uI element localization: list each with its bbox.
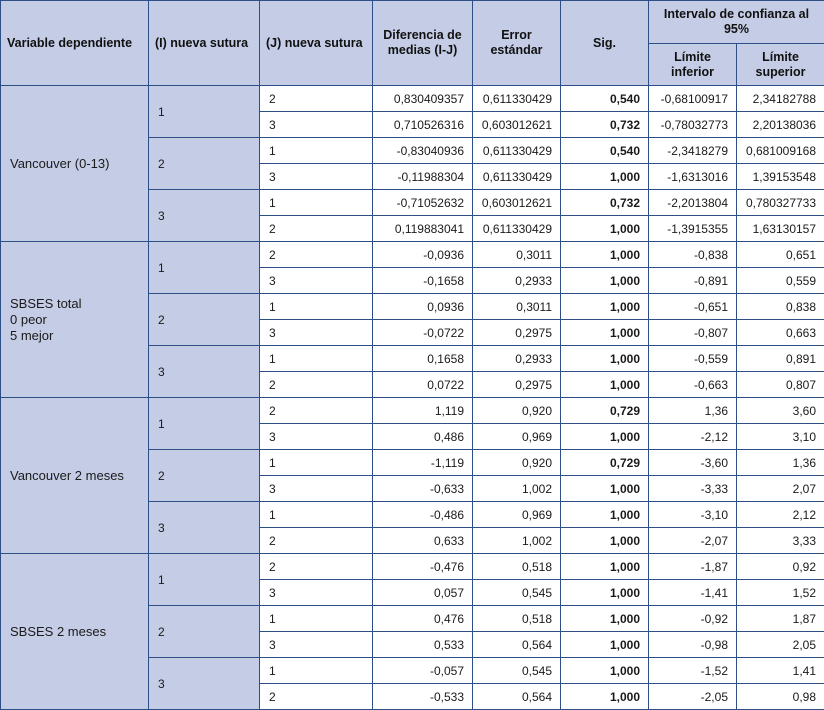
significance-cell: 0,729	[561, 450, 649, 476]
significance-cell: 0,732	[561, 112, 649, 138]
mean-difference-cell: -0,83040936	[373, 138, 473, 164]
mean-difference-cell: -1,119	[373, 450, 473, 476]
j-suture-cell: 3	[260, 632, 373, 658]
upper-limit-cell: 2,20138036	[737, 112, 824, 138]
standard-error-cell: 0,564	[473, 632, 561, 658]
standard-error-cell: 1,002	[473, 528, 561, 554]
mean-difference-cell: 0,119883041	[373, 216, 473, 242]
standard-error-cell: 1,002	[473, 476, 561, 502]
upper-limit-cell: 0,651	[737, 242, 824, 268]
mean-difference-cell: 0,830409357	[373, 86, 473, 112]
table-header	[1, 1, 824, 86]
upper-limit-cell: 1,41	[737, 658, 824, 684]
mean-difference-cell: -0,71052632	[373, 190, 473, 216]
significance-cell: 1,000	[561, 632, 649, 658]
standard-error-cell: 0,603012621	[473, 190, 561, 216]
i-suture-cell: 1	[149, 554, 260, 606]
j-suture-cell: 2	[260, 398, 373, 424]
header-j: (J) nueva sutura	[260, 1, 373, 86]
significance-cell: 1,000	[561, 242, 649, 268]
i-suture-cell: 1	[149, 398, 260, 450]
standard-error-cell: 0,2975	[473, 372, 561, 398]
dependent-variable-cell: Vancouver (0-13)	[1, 86, 149, 242]
standard-error-cell: 0,611330429	[473, 138, 561, 164]
i-suture-cell: 1	[149, 86, 260, 138]
mean-difference-cell: -0,533	[373, 684, 473, 710]
header-confidence-interval: Intervalo de confianza al 95%	[649, 1, 824, 44]
j-suture-cell: 3	[260, 268, 373, 294]
standard-error-cell: 0,545	[473, 658, 561, 684]
j-suture-cell: 3	[260, 424, 373, 450]
lower-limit-cell: -1,3915355	[649, 216, 737, 242]
mean-difference-cell: -0,0722	[373, 320, 473, 346]
j-suture-cell: 3	[260, 164, 373, 190]
j-suture-cell: 2	[260, 372, 373, 398]
mean-difference-cell: 0,0722	[373, 372, 473, 398]
upper-limit-cell: 2,05	[737, 632, 824, 658]
lower-limit-cell: -3,10	[649, 502, 737, 528]
j-suture-cell: 1	[260, 294, 373, 320]
upper-limit-cell: 2,12	[737, 502, 824, 528]
significance-cell: 1,000	[561, 554, 649, 580]
upper-limit-cell: 0,891	[737, 346, 824, 372]
lower-limit-cell: -2,07	[649, 528, 737, 554]
header-mean-difference: Diferencia de medias (I-J)	[373, 1, 473, 86]
upper-limit-cell: 0,663	[737, 320, 824, 346]
significance-cell: 1,000	[561, 476, 649, 502]
i-suture-cell: 3	[149, 658, 260, 710]
mean-difference-cell: 0,486	[373, 424, 473, 450]
upper-limit-cell: 1,63130157	[737, 216, 824, 242]
header-i: (I) nueva sutura	[149, 1, 260, 86]
table-row	[1, 398, 824, 424]
lower-limit-cell: -0,68100917	[649, 86, 737, 112]
j-suture-cell: 2	[260, 216, 373, 242]
standard-error-cell: 0,611330429	[473, 164, 561, 190]
mean-difference-cell: 0,057	[373, 580, 473, 606]
mean-difference-cell: 0,1658	[373, 346, 473, 372]
lower-limit-cell: -0,559	[649, 346, 737, 372]
lower-limit-cell: -2,3418279	[649, 138, 737, 164]
j-suture-cell: 2	[260, 242, 373, 268]
lower-limit-cell: -2,12	[649, 424, 737, 450]
j-suture-cell: 1	[260, 658, 373, 684]
j-suture-cell: 2	[260, 554, 373, 580]
standard-error-cell: 0,518	[473, 606, 561, 632]
mean-difference-cell: 0,533	[373, 632, 473, 658]
table-body	[1, 86, 824, 710]
lower-limit-cell: -3,33	[649, 476, 737, 502]
significance-cell: 1,000	[561, 164, 649, 190]
lower-limit-cell: -0,838	[649, 242, 737, 268]
dependent-variable-cell: Vancouver 2 meses	[1, 398, 149, 554]
i-suture-cell: 2	[149, 138, 260, 190]
j-suture-cell: 3	[260, 112, 373, 138]
significance-cell: 0,540	[561, 86, 649, 112]
standard-error-cell: 0,969	[473, 424, 561, 450]
significance-cell: 1,000	[561, 346, 649, 372]
mean-difference-cell: -0,633	[373, 476, 473, 502]
upper-limit-cell: 0,681009168	[737, 138, 824, 164]
significance-cell: 0,729	[561, 398, 649, 424]
standard-error-cell: 0,2975	[473, 320, 561, 346]
upper-limit-cell: 0,807	[737, 372, 824, 398]
lower-limit-cell: -0,78032773	[649, 112, 737, 138]
significance-cell: 1,000	[561, 424, 649, 450]
upper-limit-cell: 0,780327733	[737, 190, 824, 216]
standard-error-cell: 0,2933	[473, 346, 561, 372]
standard-error-cell: 0,920	[473, 398, 561, 424]
standard-error-cell: 0,611330429	[473, 86, 561, 112]
upper-limit-cell: 1,52	[737, 580, 824, 606]
lower-limit-cell: -0,891	[649, 268, 737, 294]
i-suture-cell: 2	[149, 606, 260, 658]
upper-limit-cell: 3,33	[737, 528, 824, 554]
significance-cell: 1,000	[561, 372, 649, 398]
mean-difference-cell: 1,119	[373, 398, 473, 424]
i-suture-cell: 2	[149, 450, 260, 502]
j-suture-cell: 2	[260, 86, 373, 112]
lower-limit-cell: -2,2013804	[649, 190, 737, 216]
mean-difference-cell: -0,486	[373, 502, 473, 528]
mean-difference-cell: -0,476	[373, 554, 473, 580]
significance-cell: 1,000	[561, 294, 649, 320]
j-suture-cell: 1	[260, 450, 373, 476]
mean-difference-cell: 0,710526316	[373, 112, 473, 138]
j-suture-cell: 1	[260, 190, 373, 216]
lower-limit-cell: -0,98	[649, 632, 737, 658]
j-suture-cell: 1	[260, 138, 373, 164]
standard-error-cell: 0,969	[473, 502, 561, 528]
table-row	[1, 86, 824, 112]
mean-difference-cell: -0,0936	[373, 242, 473, 268]
mean-difference-cell: 0,0936	[373, 294, 473, 320]
significance-cell: 1,000	[561, 268, 649, 294]
lower-limit-cell: -1,6313016	[649, 164, 737, 190]
lower-limit-cell: -0,651	[649, 294, 737, 320]
standard-error-cell: 0,545	[473, 580, 561, 606]
standard-error-cell: 0,518	[473, 554, 561, 580]
significance-cell: 0,732	[561, 190, 649, 216]
header-sig: Sig.	[561, 1, 649, 86]
significance-cell: 1,000	[561, 658, 649, 684]
upper-limit-cell: 0,98	[737, 684, 824, 710]
lower-limit-cell: -2,05	[649, 684, 737, 710]
lower-limit-cell: -0,663	[649, 372, 737, 398]
lower-limit-cell: -0,807	[649, 320, 737, 346]
upper-limit-cell: 3,10	[737, 424, 824, 450]
j-suture-cell: 2	[260, 684, 373, 710]
header-standard-error: Error estándar	[473, 1, 561, 86]
j-suture-cell: 2	[260, 528, 373, 554]
significance-cell: 1,000	[561, 606, 649, 632]
header-upper-limit: Límite superior	[737, 44, 824, 86]
lower-limit-cell: -1,41	[649, 580, 737, 606]
significance-cell: 1,000	[561, 580, 649, 606]
dependent-variable-cell: SBSES total 0 peor 5 mejor	[1, 242, 149, 398]
upper-limit-cell: 2,34182788	[737, 86, 824, 112]
j-suture-cell: 1	[260, 606, 373, 632]
significance-cell: 1,000	[561, 320, 649, 346]
lower-limit-cell: -1,87	[649, 554, 737, 580]
significance-cell: 1,000	[561, 216, 649, 242]
i-suture-cell: 2	[149, 294, 260, 346]
mean-difference-cell: -0,11988304	[373, 164, 473, 190]
i-suture-cell: 3	[149, 502, 260, 554]
upper-limit-cell: 0,838	[737, 294, 824, 320]
j-suture-cell: 3	[260, 320, 373, 346]
standard-error-cell: 0,2933	[473, 268, 561, 294]
lower-limit-cell: 1,36	[649, 398, 737, 424]
significance-cell: 1,000	[561, 502, 649, 528]
upper-limit-cell: 0,559	[737, 268, 824, 294]
table-row	[1, 242, 824, 268]
standard-error-cell: 0,3011	[473, 294, 561, 320]
upper-limit-cell: 0,92	[737, 554, 824, 580]
j-suture-cell: 3	[260, 580, 373, 606]
table-row	[1, 554, 824, 580]
mean-difference-cell: 0,476	[373, 606, 473, 632]
standard-error-cell: 0,920	[473, 450, 561, 476]
significance-cell: 1,000	[561, 684, 649, 710]
lower-limit-cell: -3,60	[649, 450, 737, 476]
header-variable: Variable dependiente	[1, 1, 149, 86]
dependent-variable-cell: SBSES 2 meses	[1, 554, 149, 710]
significance-cell: 1,000	[561, 528, 649, 554]
standard-error-cell: 0,564	[473, 684, 561, 710]
standard-error-cell: 0,3011	[473, 242, 561, 268]
standard-error-cell: 0,603012621	[473, 112, 561, 138]
j-suture-cell: 3	[260, 476, 373, 502]
i-suture-cell: 3	[149, 190, 260, 242]
upper-limit-cell: 2,07	[737, 476, 824, 502]
standard-error-cell: 0,611330429	[473, 216, 561, 242]
mean-difference-cell: -0,1658	[373, 268, 473, 294]
lower-limit-cell: -1,52	[649, 658, 737, 684]
j-suture-cell: 1	[260, 346, 373, 372]
header-lower-limit: Límite inferior	[649, 44, 737, 86]
mean-difference-cell: 0,633	[373, 528, 473, 554]
upper-limit-cell: 1,36	[737, 450, 824, 476]
mean-difference-cell: -0,057	[373, 658, 473, 684]
upper-limit-cell: 1,87	[737, 606, 824, 632]
upper-limit-cell: 3,60	[737, 398, 824, 424]
upper-limit-cell: 1,39153548	[737, 164, 824, 190]
lower-limit-cell: -0,92	[649, 606, 737, 632]
significance-cell: 0,540	[561, 138, 649, 164]
i-suture-cell: 1	[149, 242, 260, 294]
j-suture-cell: 1	[260, 502, 373, 528]
i-suture-cell: 3	[149, 346, 260, 398]
